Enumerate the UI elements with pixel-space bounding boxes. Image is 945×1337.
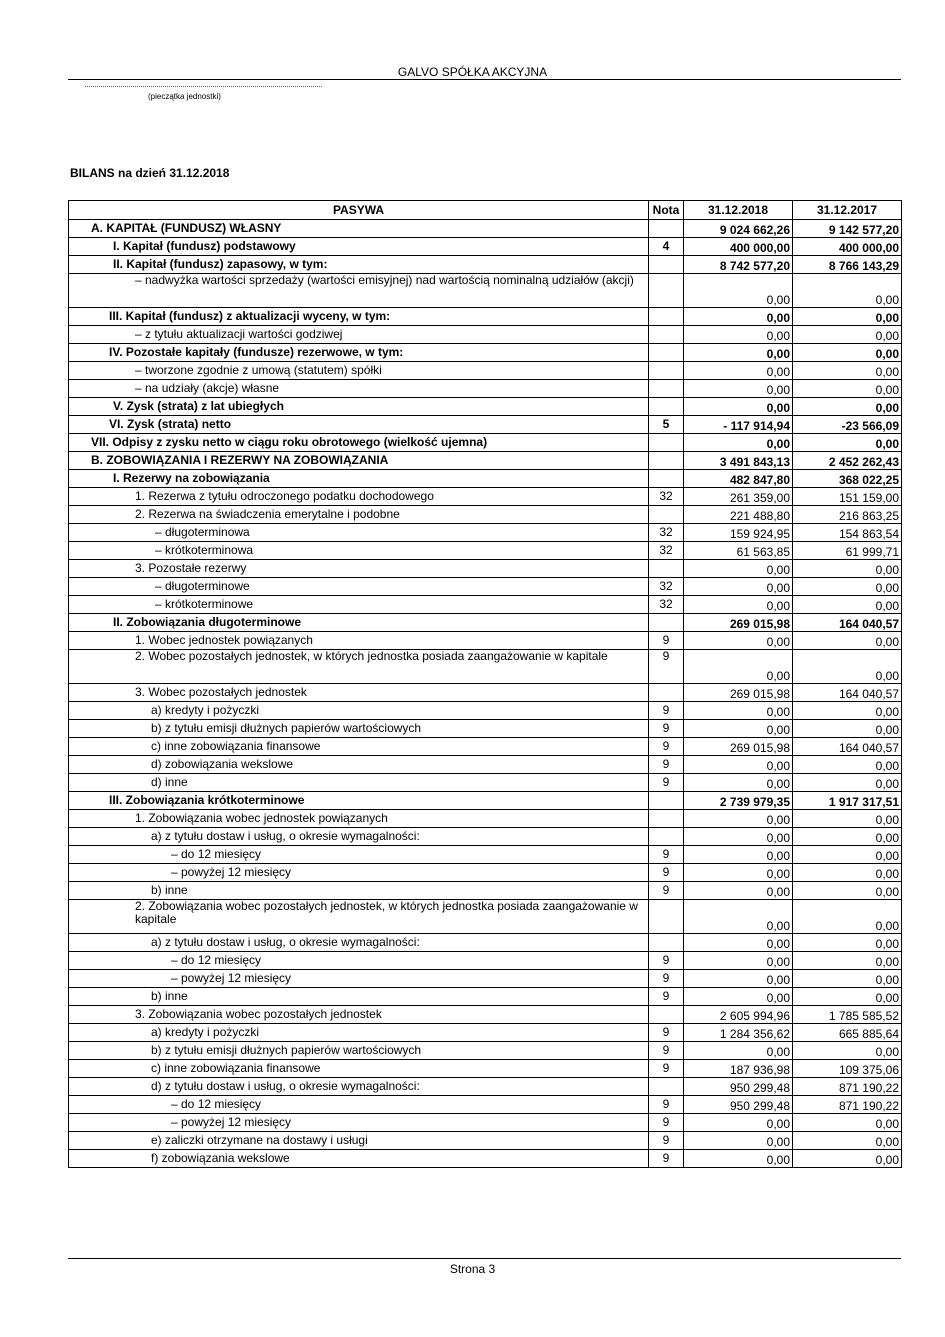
column-header-2018: 31.12.2018 xyxy=(684,201,793,220)
row-value-2017: 0,00 xyxy=(793,720,902,738)
row-nota xyxy=(649,1006,684,1024)
column-header-2017: 31.12.2017 xyxy=(793,201,902,220)
row-nota: 9 xyxy=(649,988,684,1006)
row-nota: 9 xyxy=(649,756,684,774)
row-value-2017: 0,00 xyxy=(793,846,902,864)
row-nota: 32 xyxy=(649,488,684,506)
row-nota: 9 xyxy=(649,1150,684,1168)
row-value-2017: 0,00 xyxy=(793,900,902,934)
row-nota: 9 xyxy=(649,632,684,650)
table-header-row xyxy=(69,201,902,220)
row-value-2018: 0,00 xyxy=(684,398,793,416)
table-row xyxy=(69,398,902,416)
row-value-2018: 269 015,98 xyxy=(684,738,793,756)
row-value-2018: 0,00 xyxy=(684,578,793,596)
row-label: – nadwyżka wartości sprzedaży (wartości emisyjnej) nad wartością nominalną udziałów (akcji) xyxy=(69,274,649,308)
page-number: Strona 3 xyxy=(449,1262,496,1276)
row-value-2018: 400 000,00 xyxy=(684,238,793,256)
row-value-2017: 0,00 xyxy=(793,632,902,650)
row-label: 3. Zobowiązania wobec pozostałych jednostek xyxy=(69,1006,649,1024)
row-value-2018: 61 563,85 xyxy=(684,542,793,560)
table-row xyxy=(69,882,902,900)
table-row xyxy=(69,488,902,506)
row-label: 3. Wobec pozostałych jednostek xyxy=(69,684,649,702)
row-value-2018: 0,00 xyxy=(684,988,793,1006)
row-nota xyxy=(649,792,684,810)
row-value-2017: 164 040,57 xyxy=(793,614,902,632)
row-value-2017: 0,00 xyxy=(793,398,902,416)
table-row xyxy=(69,470,902,488)
row-nota: 9 xyxy=(649,1024,684,1042)
row-value-2018: 261 359,00 xyxy=(684,488,793,506)
row-label: 1. Rezerwa z tytułu odroczonego podatku dochodowego xyxy=(69,488,649,506)
table-row xyxy=(69,684,902,702)
table-row xyxy=(69,828,902,846)
document-title: BILANS na dzień 31.12.2018 xyxy=(70,166,230,180)
row-nota xyxy=(649,470,684,488)
table-row xyxy=(69,256,902,274)
row-value-2017: 0,00 xyxy=(793,1042,902,1060)
table-row xyxy=(69,864,902,882)
row-nota: 9 xyxy=(649,1096,684,1114)
table-row xyxy=(69,1024,902,1042)
row-nota xyxy=(649,614,684,632)
row-value-2017: 0,00 xyxy=(793,828,902,846)
table-row xyxy=(69,326,902,344)
row-label: – powyżej 12 miesięcy xyxy=(69,1114,649,1132)
row-label: III. Kapitał (fundusz) z aktualizacji wyceny, w tym: xyxy=(69,308,649,326)
row-value-2017: 0,00 xyxy=(793,970,902,988)
row-value-2017: 154 863,54 xyxy=(793,524,902,542)
table-row xyxy=(69,308,902,326)
row-value-2017: 0,00 xyxy=(793,756,902,774)
row-label: III. Zobowiązania krótkoterminowe xyxy=(69,792,649,810)
table-row xyxy=(69,434,902,452)
row-label: – długoterminowa xyxy=(69,524,649,542)
row-label: – powyżej 12 miesięcy xyxy=(69,864,649,882)
row-nota xyxy=(649,256,684,274)
table-row xyxy=(69,506,902,524)
row-label: b) inne xyxy=(69,882,649,900)
row-nota: 9 xyxy=(649,952,684,970)
row-value-2017: 0,00 xyxy=(793,362,902,380)
row-value-2017: 164 040,57 xyxy=(793,738,902,756)
row-label: – do 12 miesięcy xyxy=(69,1096,649,1114)
row-label: – z tytułu aktualizacji wartości godziwej xyxy=(69,326,649,344)
row-nota: 9 xyxy=(649,1132,684,1150)
row-nota xyxy=(649,274,684,308)
table-row xyxy=(69,1078,902,1096)
row-value-2018: 0,00 xyxy=(684,1042,793,1060)
row-label: 2. Rezerwa na świadczenia emerytalne i podobne xyxy=(69,506,649,524)
row-value-2018: 0,00 xyxy=(684,900,793,934)
row-value-2017: 0,00 xyxy=(793,308,902,326)
row-label: I. Rezerwy na zobowiązania xyxy=(69,470,649,488)
row-nota: 9 xyxy=(649,846,684,864)
table-row xyxy=(69,792,902,810)
balance-sheet-table xyxy=(68,200,902,1168)
row-value-2018: 159 924,95 xyxy=(684,524,793,542)
row-label: b) z tytułu emisji dłużnych papierów wartościowych xyxy=(69,720,649,738)
row-value-2017: 0,00 xyxy=(793,702,902,720)
row-value-2018: 0,00 xyxy=(684,596,793,614)
row-value-2018: 950 299,48 xyxy=(684,1096,793,1114)
column-header-nota: Nota xyxy=(649,201,684,220)
row-value-2018: 0,00 xyxy=(684,934,793,952)
row-label: VII. Odpisy z zysku netto w ciągu roku obrotowego (wielkość ujemna) xyxy=(69,434,649,452)
row-label: – do 12 miesięcy xyxy=(69,846,649,864)
row-label: A. KAPITAŁ (FUNDUSZ) WŁASNY xyxy=(69,220,649,238)
row-label: B. ZOBOWIĄZANIA I REZERWY NA ZOBOWIĄZANIA xyxy=(69,452,649,470)
table-row xyxy=(69,720,902,738)
row-value-2018: 0,00 xyxy=(684,344,793,362)
row-label: – krótkoterminowe xyxy=(69,596,649,614)
column-header-pasywa: PASYWA xyxy=(69,201,649,220)
header-rule xyxy=(68,79,901,80)
row-value-2017: 0,00 xyxy=(793,1114,902,1132)
row-value-2017: 151 159,00 xyxy=(793,488,902,506)
row-value-2018: 2 739 979,35 xyxy=(684,792,793,810)
company-name: GALVO SPÓŁKA AKCYJNA xyxy=(397,65,548,79)
row-value-2017: 0,00 xyxy=(793,988,902,1006)
footer-rule xyxy=(68,1258,901,1259)
row-value-2017: 9 142 577,20 xyxy=(793,220,902,238)
row-value-2017: 0,00 xyxy=(793,774,902,792)
row-label: b) inne xyxy=(69,988,649,1006)
table-row xyxy=(69,614,902,632)
row-value-2018: 3 491 843,13 xyxy=(684,452,793,470)
row-value-2017: -23 566,09 xyxy=(793,416,902,434)
table-row xyxy=(69,900,902,934)
table-row xyxy=(69,596,902,614)
row-nota: 9 xyxy=(649,1042,684,1060)
row-value-2018: 0,00 xyxy=(684,434,793,452)
row-value-2017: 0,00 xyxy=(793,274,902,308)
row-nota: 9 xyxy=(649,720,684,738)
table-row xyxy=(69,632,902,650)
row-label: – do 12 miesięcy xyxy=(69,952,649,970)
row-value-2018: 221 488,80 xyxy=(684,506,793,524)
row-label: d) z tytułu dostaw i usług, o okresie wymagalności: xyxy=(69,1078,649,1096)
table-row xyxy=(69,524,902,542)
table-row xyxy=(69,970,902,988)
row-nota xyxy=(649,560,684,578)
row-value-2017: 871 190,22 xyxy=(793,1078,902,1096)
row-nota: 9 xyxy=(649,882,684,900)
row-value-2017: 400 000,00 xyxy=(793,238,902,256)
table-row xyxy=(69,988,902,1006)
row-label: – tworzone zgodnie z umową (statutem) spółki xyxy=(69,362,649,380)
row-nota xyxy=(649,398,684,416)
row-nota xyxy=(649,1078,684,1096)
row-value-2018: 0,00 xyxy=(684,362,793,380)
table-row xyxy=(69,1114,902,1132)
table-row xyxy=(69,738,902,756)
row-nota: 32 xyxy=(649,542,684,560)
row-value-2018: 2 605 994,96 xyxy=(684,1006,793,1024)
row-nota xyxy=(649,452,684,470)
table-row xyxy=(69,650,902,684)
row-value-2018: 1 284 356,62 xyxy=(684,1024,793,1042)
table-row xyxy=(69,560,902,578)
row-value-2018: 0,00 xyxy=(684,846,793,864)
row-nota xyxy=(649,344,684,362)
row-label: 1. Zobowiązania wobec jednostek powiązanych xyxy=(69,810,649,828)
row-label: IV. Pozostałe kapitały (fundusze) rezerwowe, w tym: xyxy=(69,344,649,362)
row-nota: 9 xyxy=(649,864,684,882)
row-nota: 9 xyxy=(649,1060,684,1078)
row-nota: 9 xyxy=(649,1114,684,1132)
row-value-2017: 0,00 xyxy=(793,380,902,398)
row-value-2017: 0,00 xyxy=(793,650,902,684)
table-row xyxy=(69,774,902,792)
row-nota xyxy=(649,308,684,326)
row-value-2018: 0,00 xyxy=(684,1114,793,1132)
row-value-2017: 665 885,64 xyxy=(793,1024,902,1042)
row-nota xyxy=(649,220,684,238)
row-label: a) z tytułu dostaw i usług, o okresie wymagalności: xyxy=(69,934,649,952)
row-value-2018: 0,00 xyxy=(684,756,793,774)
table-row xyxy=(69,846,902,864)
table-row xyxy=(69,416,902,434)
row-value-2017: 2 452 262,43 xyxy=(793,452,902,470)
row-label: – na udziały (akcje) własne xyxy=(69,380,649,398)
table-row xyxy=(69,1096,902,1114)
row-value-2018: 0,00 xyxy=(684,864,793,882)
row-value-2017: 0,00 xyxy=(793,952,902,970)
table-row xyxy=(69,380,902,398)
row-value-2017: 164 040,57 xyxy=(793,684,902,702)
stamp-dotted-line xyxy=(85,86,322,87)
row-label: a) kredyty i pożyczki xyxy=(69,702,649,720)
row-value-2017: 871 190,22 xyxy=(793,1096,902,1114)
row-label: II. Zobowiązania długoterminowe xyxy=(69,614,649,632)
row-label: – długoterminowe xyxy=(69,578,649,596)
row-nota: 9 xyxy=(649,774,684,792)
table-row xyxy=(69,362,902,380)
row-label: 1. Wobec jednostek powiązanych xyxy=(69,632,649,650)
table-row xyxy=(69,756,902,774)
row-label: a) z tytułu dostaw i usług, o okresie wymagalności: xyxy=(69,828,649,846)
table-row xyxy=(69,1132,902,1150)
row-label: 2. Wobec pozostałych jednostek, w których jednostka posiada zaangażowanie w kapitale xyxy=(69,650,649,684)
row-value-2018: 482 847,80 xyxy=(684,470,793,488)
row-label: 3. Pozostałe rezerwy xyxy=(69,560,649,578)
row-value-2017: 0,00 xyxy=(793,596,902,614)
row-value-2018: 0,00 xyxy=(684,650,793,684)
table-row xyxy=(69,1060,902,1078)
table-row xyxy=(69,1150,902,1168)
table-row xyxy=(69,578,902,596)
row-nota: 9 xyxy=(649,970,684,988)
row-value-2018: 0,00 xyxy=(684,560,793,578)
row-nota xyxy=(649,380,684,398)
row-nota: 5 xyxy=(649,416,684,434)
row-nota xyxy=(649,326,684,344)
row-value-2018: 0,00 xyxy=(684,1132,793,1150)
table-row xyxy=(69,952,902,970)
row-label: a) kredyty i pożyczki xyxy=(69,1024,649,1042)
row-value-2018: 0,00 xyxy=(684,882,793,900)
row-value-2017: 0,00 xyxy=(793,934,902,952)
row-value-2018: 0,00 xyxy=(684,774,793,792)
row-label: V. Zysk (strata) z lat ubiegłych xyxy=(69,398,649,416)
row-value-2017: 0,00 xyxy=(793,326,902,344)
row-value-2018: 0,00 xyxy=(684,326,793,344)
row-value-2017: 368 022,25 xyxy=(793,470,902,488)
row-label: d) inne xyxy=(69,774,649,792)
row-value-2017: 0,00 xyxy=(793,1132,902,1150)
table-row xyxy=(69,542,902,560)
row-value-2018: 187 936,98 xyxy=(684,1060,793,1078)
table-row xyxy=(69,238,902,256)
row-label: d) zobowiązania wekslowe xyxy=(69,756,649,774)
row-label: II. Kapitał (fundusz) zapasowy, w tym: xyxy=(69,256,649,274)
table-row xyxy=(69,344,902,362)
row-value-2018: 9 024 662,26 xyxy=(684,220,793,238)
row-nota: 9 xyxy=(649,650,684,684)
row-value-2018: 0,00 xyxy=(684,970,793,988)
row-nota: 4 xyxy=(649,238,684,256)
row-label: e) zaliczki otrzymane na dostawy i usługi xyxy=(69,1132,649,1150)
row-value-2018: 8 742 577,20 xyxy=(684,256,793,274)
row-value-2017: 0,00 xyxy=(793,810,902,828)
row-value-2018: 269 015,98 xyxy=(684,684,793,702)
row-label: – powyżej 12 miesięcy xyxy=(69,970,649,988)
row-nota xyxy=(649,684,684,702)
row-value-2018: 0,00 xyxy=(684,632,793,650)
row-value-2017: 0,00 xyxy=(793,882,902,900)
row-value-2018: 0,00 xyxy=(684,952,793,970)
row-nota xyxy=(649,900,684,934)
row-nota xyxy=(649,434,684,452)
table-row xyxy=(69,934,902,952)
stamp-caption: (pieczątka jednostki) xyxy=(148,92,221,101)
row-nota xyxy=(649,934,684,952)
table-row xyxy=(69,274,902,308)
row-nota: 32 xyxy=(649,524,684,542)
row-value-2018: 0,00 xyxy=(684,702,793,720)
row-value-2017: 0,00 xyxy=(793,434,902,452)
table-row xyxy=(69,1006,902,1024)
row-nota xyxy=(649,506,684,524)
row-value-2018: 0,00 xyxy=(684,1150,793,1168)
row-label: b) z tytułu emisji dłużnych papierów wartościowych xyxy=(69,1042,649,1060)
row-value-2017: 1 785 585,52 xyxy=(793,1006,902,1024)
row-value-2017: 0,00 xyxy=(793,578,902,596)
table-row xyxy=(69,810,902,828)
row-label: I. Kapitał (fundusz) podstawowy xyxy=(69,238,649,256)
row-value-2018: 0,00 xyxy=(684,720,793,738)
row-nota xyxy=(649,810,684,828)
row-label: c) inne zobowiązania finansowe xyxy=(69,1060,649,1078)
row-value-2018: 0,00 xyxy=(684,810,793,828)
row-value-2018: - 117 914,94 xyxy=(684,416,793,434)
table-row xyxy=(69,452,902,470)
row-value-2018: 0,00 xyxy=(684,380,793,398)
row-value-2018: 0,00 xyxy=(684,308,793,326)
row-label: 2. Zobowiązania wobec pozostałych jednostek, w których jednostka posiada zaangażowanie w kapitale xyxy=(69,900,649,934)
row-label: VI. Zysk (strata) netto xyxy=(69,416,649,434)
row-label: c) inne zobowiązania finansowe xyxy=(69,738,649,756)
row-value-2017: 109 375,06 xyxy=(793,1060,902,1078)
row-value-2017: 8 766 143,29 xyxy=(793,256,902,274)
table-row xyxy=(69,1042,902,1060)
row-value-2017: 0,00 xyxy=(793,560,902,578)
row-value-2017: 61 999,71 xyxy=(793,542,902,560)
row-nota: 9 xyxy=(649,738,684,756)
row-label: – krótkoterminowa xyxy=(69,542,649,560)
row-value-2018: 0,00 xyxy=(684,828,793,846)
row-nota: 32 xyxy=(649,596,684,614)
table-row xyxy=(69,702,902,720)
row-nota xyxy=(649,828,684,846)
row-value-2018: 269 015,98 xyxy=(684,614,793,632)
row-nota: 9 xyxy=(649,702,684,720)
row-nota: 32 xyxy=(649,578,684,596)
row-value-2018: 0,00 xyxy=(684,274,793,308)
row-nota xyxy=(649,362,684,380)
row-value-2017: 1 917 317,51 xyxy=(793,792,902,810)
row-value-2017: 216 863,25 xyxy=(793,506,902,524)
row-value-2017: 0,00 xyxy=(793,344,902,362)
row-value-2017: 0,00 xyxy=(793,1150,902,1168)
row-value-2018: 950 299,48 xyxy=(684,1078,793,1096)
table-row xyxy=(69,220,902,238)
row-label: f) zobowiązania wekslowe xyxy=(69,1150,649,1168)
row-value-2017: 0,00 xyxy=(793,864,902,882)
